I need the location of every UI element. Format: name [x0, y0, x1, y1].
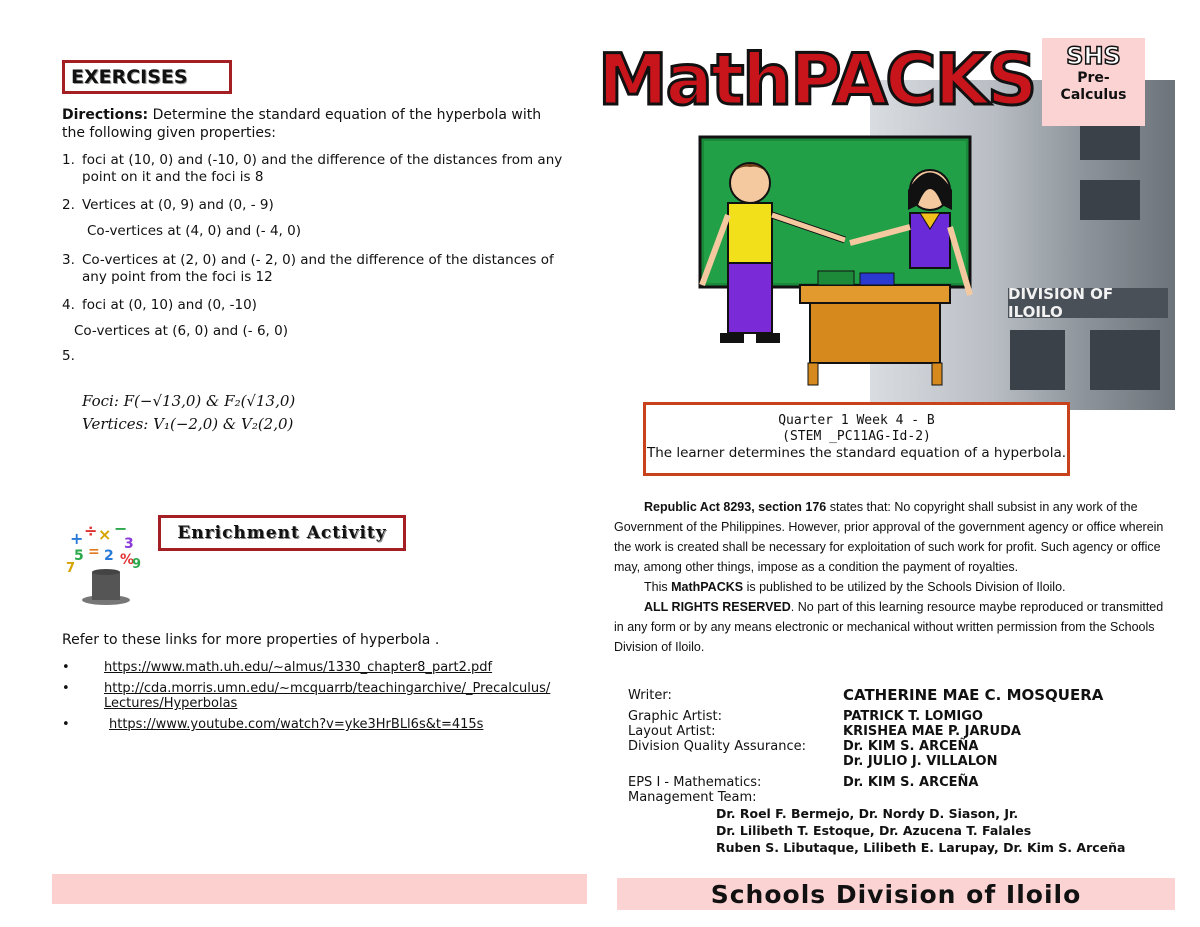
credit-dqa: Division Quality Assurance: Dr. KIM S. ARCEÑA — [628, 739, 979, 754]
quarter-box — [643, 402, 1070, 476]
link-list — [62, 660, 582, 738]
exercise-item-5: 5. — [62, 348, 75, 364]
link-umn-hyperbolas[interactable]: http://cda.morris.umn.edu/~mcquarrb/teachingarchive/_Precalculus/ Lectures/Hyperbolas — [104, 681, 551, 711]
svg-text:2: 2 — [104, 548, 114, 564]
svg-text:%: % — [120, 552, 135, 568]
svg-text:9: 9 — [132, 557, 142, 572]
mgmt-line-2: Dr. Lilibeth T. Estoque, Dr. Azucena T. Falales — [716, 823, 1032, 838]
competency-code: (STEM _PC11AG-Id-2) — [782, 429, 931, 444]
credit-mgmt-label: Management Team: — [628, 790, 757, 805]
credit-graphic: Graphic Artist: PATRICK T. LOMIGO — [628, 709, 983, 724]
exercise-item-2: 2. Vertices at (0, 9) and (0, - 9) Co-vertices at (4, 0) and (- 4, 0) — [62, 197, 301, 239]
svg-text:=: = — [88, 544, 100, 560]
link-uh-pdf[interactable]: https://www.math.uh.edu/~almus/1330_chapter8_part2.pdf — [104, 660, 493, 675]
credit-eps: EPS I - Mathematics: Dr. KIM S. ARCEÑA — [628, 775, 979, 790]
svg-text:3: 3 — [124, 536, 134, 552]
shs-badge: SHS Pre- Calculus — [1042, 38, 1145, 126]
link-youtube[interactable]: https://www.youtube.com/watch?v=yke3HrBLl6s&t=415s — [109, 717, 484, 732]
exercises-heading: EXERCISES — [71, 66, 188, 88]
formula-foci: Foci: F(−√13,0) & F₂(√13,0) — [82, 392, 296, 410]
exercise-item-1: 1. foci at (10, 0) and (-10, 0) and the difference of the distances from any point on it and the foci is 8 — [62, 152, 563, 185]
enrichment-heading: Enrichment Activity — [177, 523, 387, 543]
svg-text:+: + — [70, 529, 84, 548]
svg-text:×: × — [98, 525, 112, 544]
formula-vertices: Vertices: V₁(−2,0) & V₂(2,0) — [82, 415, 294, 433]
building-sign: DIVISION OF ILOILO — [1008, 288, 1168, 318]
credit-writer: Writer: CATHERINE MAE C. MOSQUERA — [628, 686, 1104, 704]
learning-competency: The learner determines the standard equation of a hyperbola. — [646, 445, 1067, 461]
exercise-item-4: 4. foci at (0, 10) and (0, -10) Co-vertices at (6, 0) and (- 6, 0) — [62, 297, 288, 339]
svg-text:÷: ÷ — [84, 522, 98, 540]
credits — [628, 688, 1168, 856]
exercises-heading-box — [62, 60, 232, 94]
math-hat-icon — [62, 522, 150, 608]
enrichment-heading-box — [158, 515, 406, 551]
list-item: • http://cda.morris.umn.edu/~mcquarrb/teachingarchive/_Precalculus/ Lectures/Hyperbolas — [62, 681, 582, 711]
mathpacks-title: MathPACKS — [598, 39, 1036, 121]
footer-division: Schools Division of Iloilo — [617, 878, 1175, 910]
classroom-illustration — [680, 135, 980, 390]
credit-layout: Layout Artist: KRISHEA MAE P. JARUDA — [628, 724, 1021, 739]
left-footer-bar — [52, 874, 587, 904]
list-item: • https://www.math.uh.edu/~almus/1330_chapter8_part2.pdf — [62, 660, 493, 675]
quarter-week: Quarter 1 Week 4 - B — [778, 413, 935, 428]
list-item: • https://www.youtube.com/watch?v=yke3HrBLl6s&t=415s — [62, 717, 484, 732]
svg-text:−: − — [114, 522, 128, 538]
svg-text:7: 7 — [66, 561, 76, 576]
refer-text: Refer to these links for more properties of hyperbola . — [62, 632, 440, 648]
exercise-item-3: 3. Co-vertices at (2, 0) and (- 2, 0) and the difference of the distances of any point from the foci is 12 — [62, 252, 554, 285]
svg-text:5: 5 — [74, 548, 84, 564]
directions: Directions: Determine the standard equation of the hyperbola with the following given properties: — [62, 107, 542, 141]
copyright-notice: Republic Act 8293, section 176 states that: No copyright shall subsist in any work of the Government of the Philippines. However, prior approval of the government agency or office wherein the work is created shall be necessary for exploitation of such work for profit. Such agency or office may, among other things, impose as a condition the payment of royalties. This MathPACKS is published to be utilized by the Schools Division of Iloilo. ALL RIGHTS RESERVED. No part of this learning resource maybe reproduced or transmitted in any form or by any means electronic or mechanical without written permission from the Schools Division of Iloilo. — [614, 500, 1164, 654]
mgmt-line-3: Ruben S. Libutaque, Lilibeth E. Larupay, Dr. Kim S. Arceña — [716, 840, 1126, 855]
credit-dqa-2: Dr. JULIO J. VILLALON — [843, 754, 998, 769]
mgmt-line-1: Dr. Roel F. Bermejo, Dr. Nordy D. Siason, Jr. — [716, 806, 1019, 821]
